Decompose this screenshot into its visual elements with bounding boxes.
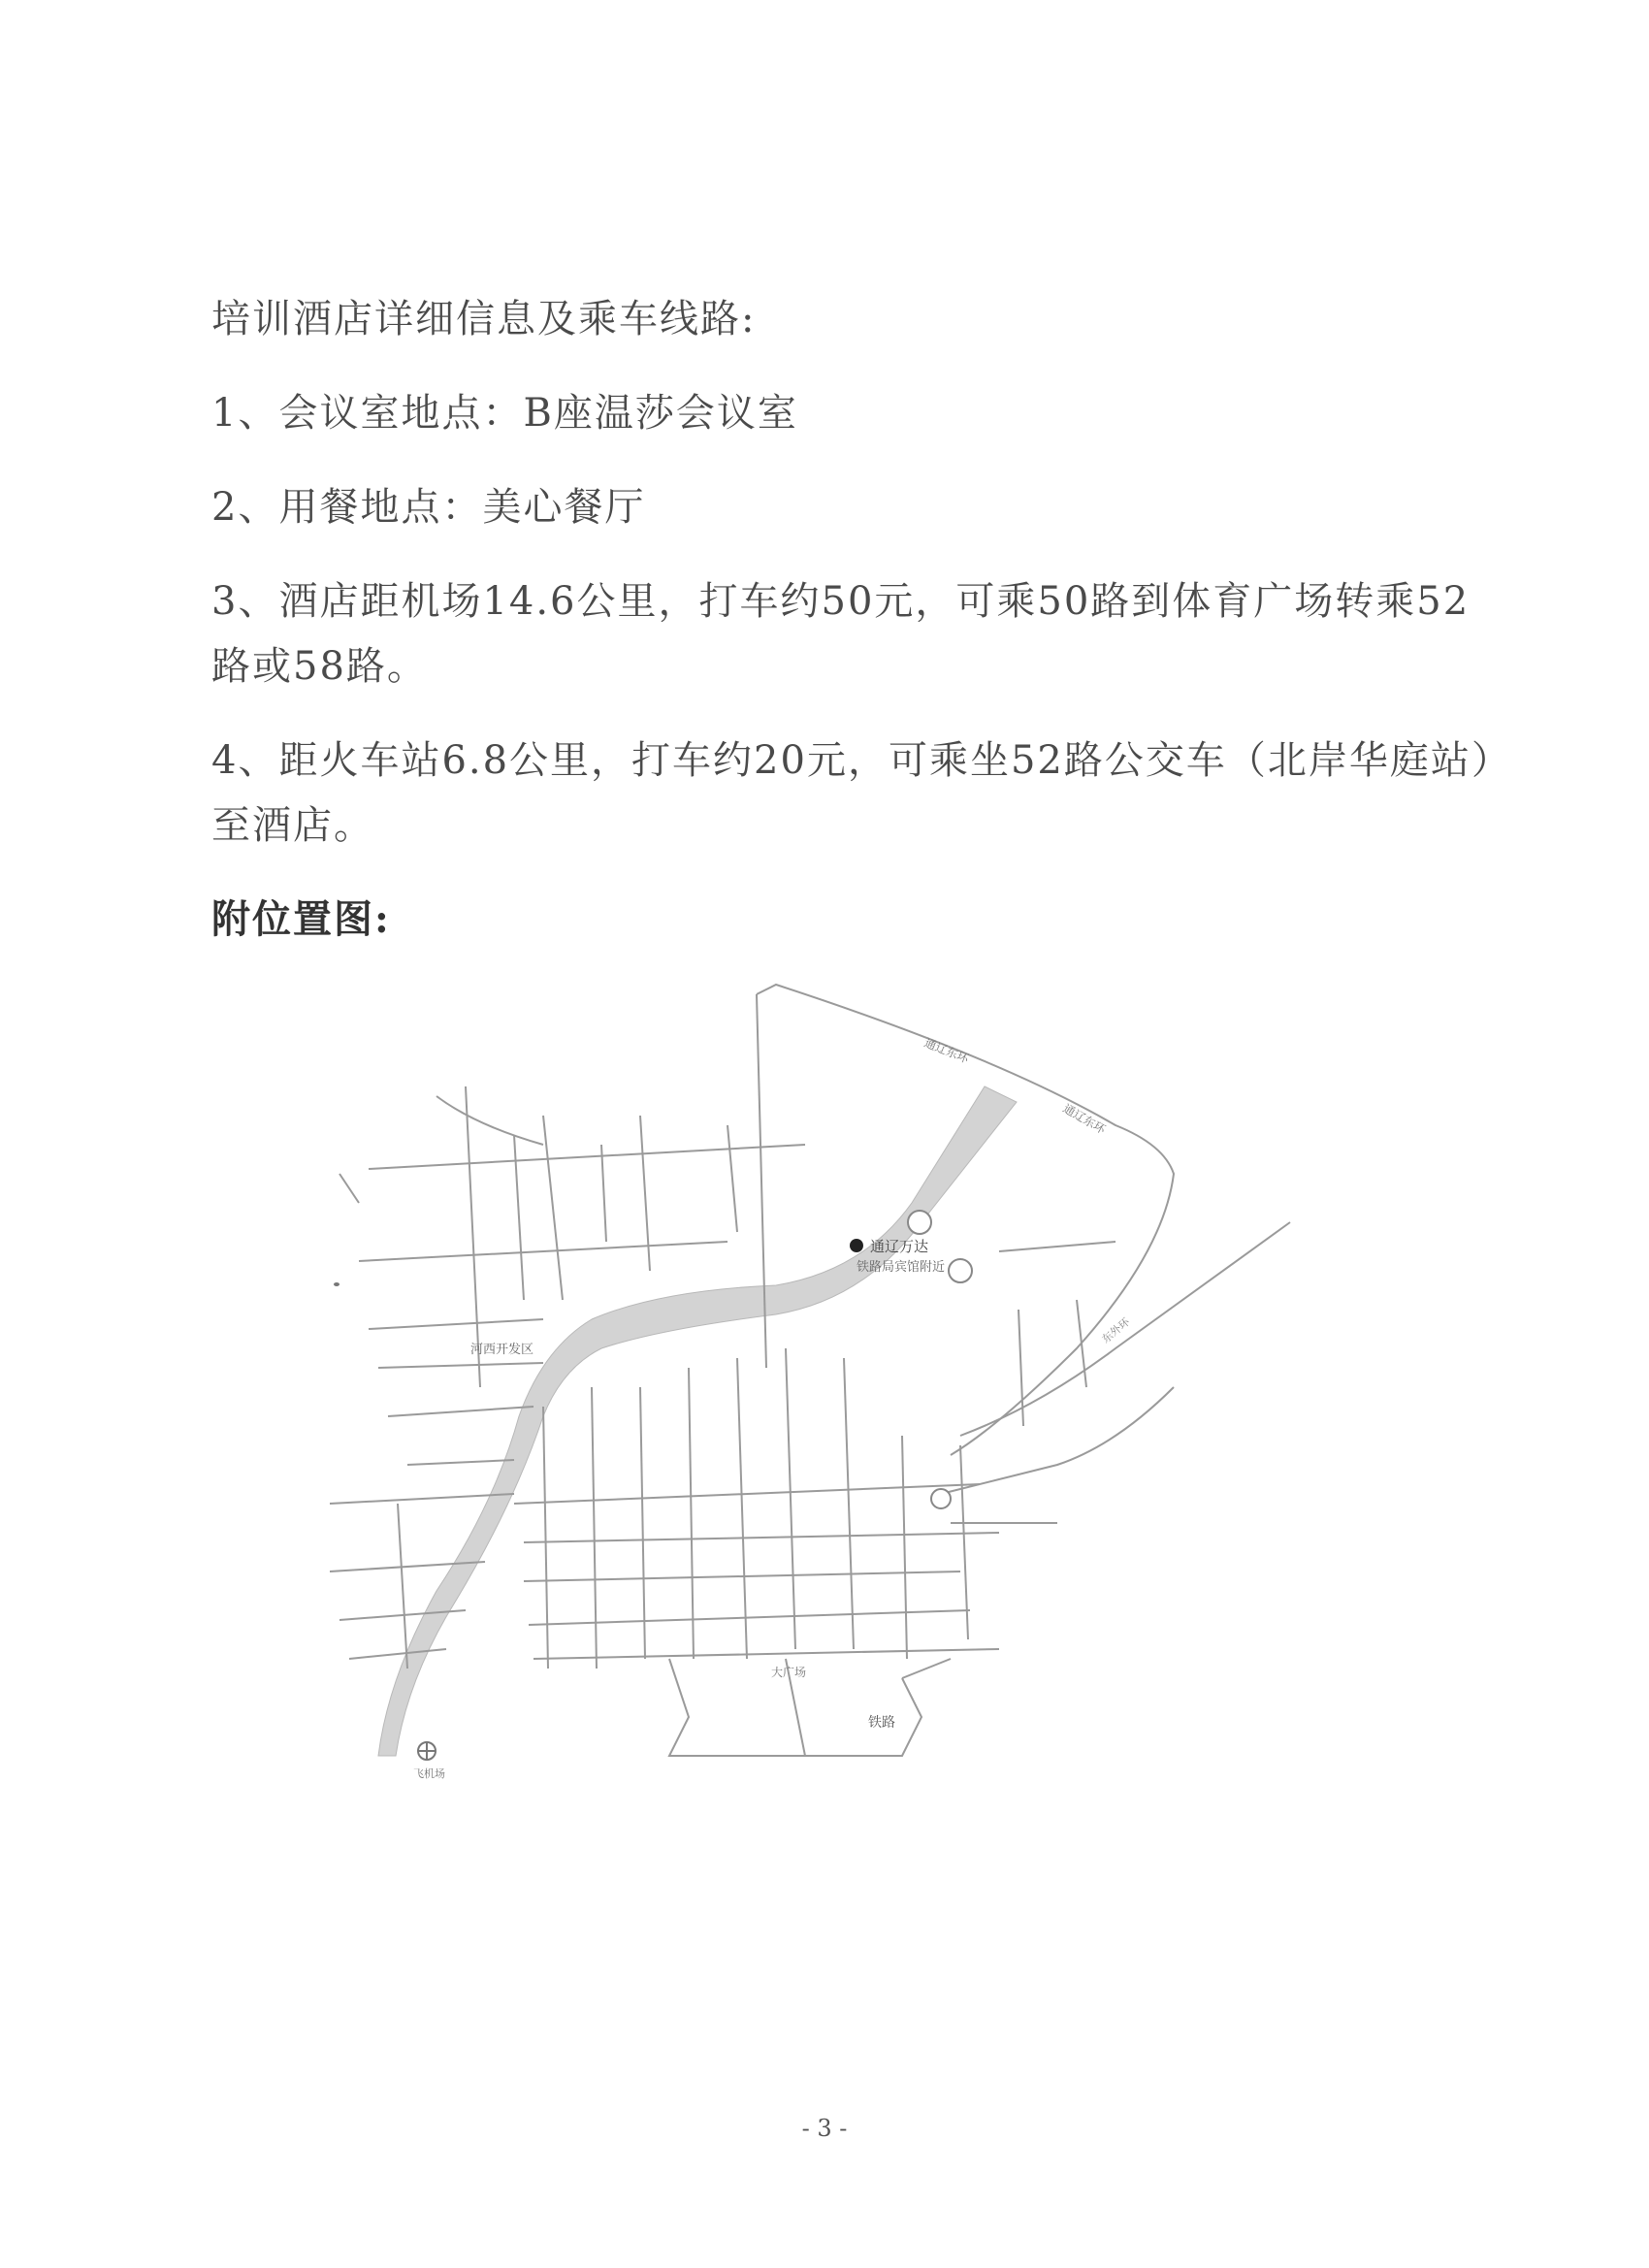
item-train-station: 4、距火车站6.8公里，打车约20元，可乘坐52路公交车（北岸华庭站） [211, 738, 1512, 783]
hotel-sublabel: 铁路局宾馆附近 [857, 1260, 946, 1275]
airplane-icon [418, 1742, 436, 1760]
item-airport: 3、酒店距机场14.6公里，打车约50元，可乘50路到体育广场转乘52 [211, 579, 1471, 624]
west-district-label: 河西开发区 [470, 1343, 534, 1357]
map-heading: 附位置图: [211, 896, 391, 942]
page-number: - 3 - [801, 2115, 848, 2142]
document-body [211, 291, 1512, 986]
north-road-label-1: 通辽东环 [922, 1035, 971, 1066]
airport-label: 飞机场 [413, 1767, 445, 1780]
location-map [320, 980, 1310, 1795]
roundabouts [908, 1211, 972, 1508]
hotel-label: 通辽万达 [870, 1238, 929, 1255]
scan-speck [334, 1282, 340, 1286]
hotel-marker [850, 1239, 863, 1252]
road-network [330, 985, 1290, 1756]
south-square-label: 大广场 [771, 1666, 807, 1679]
item-dining: 2、用餐地点：美心餐厅 [211, 485, 646, 530]
north-road-label-2: 通辽东环 [1060, 1101, 1109, 1137]
station-label: 铁路 [868, 1715, 895, 1731]
section-heading: 培训酒店详细信息及乘车线路: [211, 297, 757, 341]
item-airport-continued: 路或58路。 [211, 644, 428, 689]
item-train-station-continued: 至酒店。 [211, 803, 374, 848]
ring-east-label: 东外环 [1099, 1315, 1133, 1346]
item-meeting-room: 1、会议室地点：B座温莎会议室 [211, 391, 798, 436]
